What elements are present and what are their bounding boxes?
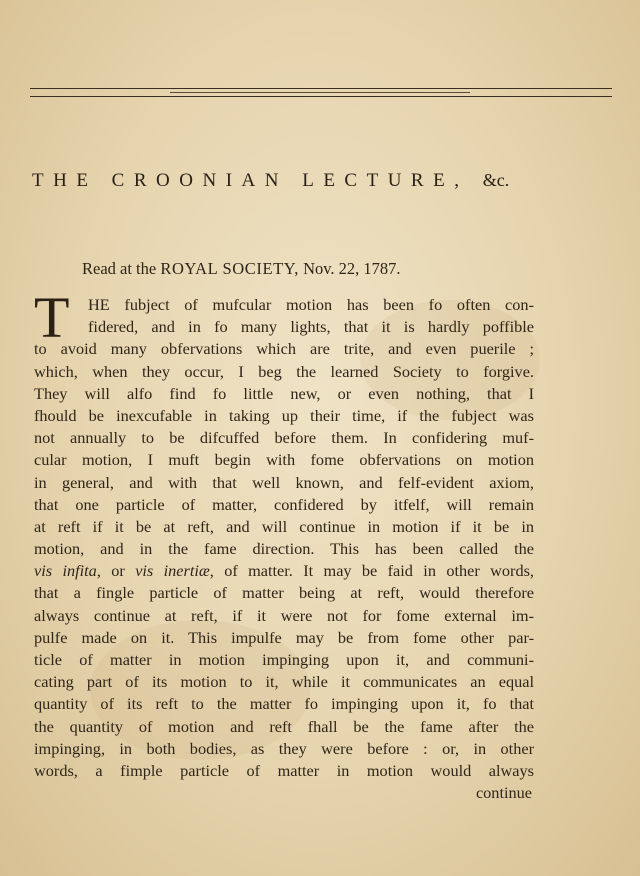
body-line: pulfe made on it. This impulfe may be from fome other par-: [34, 627, 534, 647]
body-line: not annually to be difcuffed before them. In confidering muf-: [34, 428, 534, 448]
body-line: that one particle of matter, confidered by itfelf, will remain: [34, 494, 534, 514]
body-line: quantity of its reft to the matter fo impinging upon it, fo that: [34, 694, 534, 714]
body-line: HE fubject of mufcular motion has been fo often con-: [88, 295, 534, 314]
body-line: the quantity of motion and reft fhall be the fame after the: [34, 716, 534, 736]
catchword: continue: [475, 783, 532, 803]
read-date: Nov. 22, 1787.: [303, 259, 401, 278]
body-line: motion, and in the fame direction. This has been called the: [34, 539, 534, 559]
body-line: at reft if it be at reft, and will continue in motion if it be in: [34, 516, 534, 536]
body-line: to avoid many obfervations which are trite, and even puerile ;: [34, 339, 534, 359]
body-line: cating part of its motion to it, while it communicates an equal: [34, 672, 534, 692]
drop-cap: T: [34, 285, 70, 350]
header-rule-thin: [170, 92, 470, 93]
body-line: that a fingle particle of matter being at reft, would therefore: [34, 583, 534, 603]
lecture-title: [32, 170, 622, 192]
body-line: in general, and with that well known, and felf-evident axiom,: [34, 472, 534, 492]
body-line: They will alfo find fo little new, or even nothing, that I: [34, 383, 534, 403]
header-rule-thick: [30, 88, 612, 89]
header-rule-lower: [30, 96, 612, 97]
body-line: fidered, and in fo many lights, that it is hardly poffible: [88, 317, 534, 337]
body-line: ticle of matter in motion impinging upon it, and communi-: [34, 650, 534, 669]
body-line: impinging, in both bodies, as they were before : or, in other: [34, 738, 534, 758]
body-line: vis infita, or vis inertiæ, of matter. It may be faid in other words,: [34, 561, 535, 581]
body-line: cular motion, I muft begin with fome obfervations on motion: [34, 450, 534, 470]
read-society: ROYAL SOCIETY,: [160, 259, 299, 278]
lecture-title-text: THE CROONIAN LECTURE,: [32, 170, 469, 191]
body-text: [34, 285, 535, 804]
body-line: which, when they occur, I beg the learned Society to forgive.: [34, 361, 534, 381]
lecture-title-etc: &c.: [482, 170, 510, 190]
body-line: words, a fimple particle of matter in motion would always: [34, 760, 534, 780]
body-line: always continue at reft, if it were not for fome external im-: [34, 605, 534, 625]
read-at-line: [82, 259, 401, 279]
read-prefix: Read at the: [82, 259, 157, 278]
body-line: fhould be inexcufable in taking up their time, if the fubject was: [34, 405, 534, 425]
